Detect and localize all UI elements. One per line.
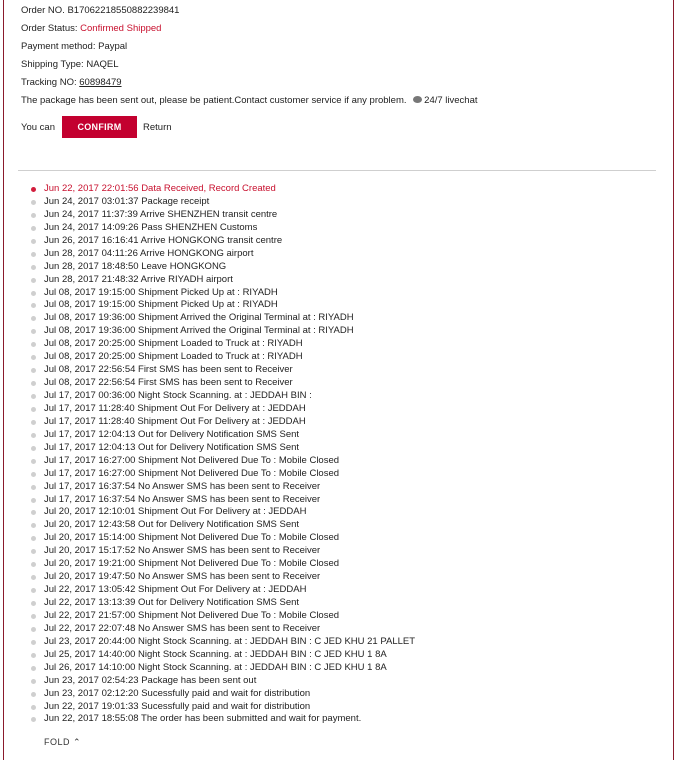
timeline-dot-icon: [31, 485, 36, 490]
order-number-value: B17062218550882239841: [67, 5, 180, 16]
timeline-dot-icon: [31, 265, 36, 270]
timeline-entry: [30, 248, 668, 261]
return-link[interactable]: Return: [143, 121, 172, 133]
timeline-entry: [30, 468, 668, 481]
timeline-entry: [30, 481, 668, 494]
timeline-dot-icon: [31, 549, 36, 554]
shipping-type-label: Shipping Type:: [21, 59, 84, 70]
timeline-dot-icon: [31, 355, 36, 360]
timeline-entry: [30, 701, 668, 714]
timeline-dot-icon: [31, 575, 36, 580]
timeline-dot-icon: [31, 213, 36, 218]
timeline-entry-text: Jul 17, 2017 16:37:54 No Answer SMS has been sent to Receiver: [44, 480, 321, 492]
timeline-dot-icon: [31, 278, 36, 283]
timeline-entry: [30, 636, 668, 649]
timeline-entry: [30, 597, 668, 610]
timeline-entry-text: Jul 20, 2017 12:43:58 Out for Delivery Notification SMS Sent: [44, 519, 300, 531]
timeline-entry-text: Jul 22, 2017 21:57:00 Shipment Not Delivered Due To : Mobile Closed: [44, 609, 340, 621]
timeline-entry: [30, 338, 668, 351]
timeline-entry: [30, 299, 668, 312]
order-status-row: [21, 22, 668, 40]
timeline-entry: [30, 442, 668, 455]
timeline-entry-text: Jul 17, 2017 16:27:00 Shipment Not Delivered Due To : Mobile Closed: [44, 467, 340, 479]
fold-toggle[interactable]: [44, 737, 81, 748]
timeline-dot-icon: [31, 614, 36, 619]
timeline-entry: [30, 287, 668, 300]
timeline-entry: [30, 351, 668, 364]
timeline-dot-icon: [31, 588, 36, 593]
timeline-entry-text: Jul 20, 2017 19:47:50 No Answer SMS has been sent to Receiver: [44, 571, 321, 583]
timeline-entry-text: Jul 17, 2017 11:28:40 Shipment Out For Delivery at : JEDDAH: [44, 402, 306, 414]
timeline-entry-text: Jul 22, 2017 13:05:42 Shipment Out For Delivery at : JEDDAH: [44, 584, 307, 596]
timeline-entry-text: Jul 23, 2017 20:44:00 Night Stock Scanning. at : JEDDAH BIN : C JED KHU 21 PALLET: [44, 635, 416, 647]
timeline-entry-text: Jul 08, 2017 22:56:54 First SMS has been sent to Receiver: [44, 377, 293, 389]
timeline-dot-icon: [31, 252, 36, 257]
timeline-entry: [30, 649, 668, 662]
timeline-entry: [30, 222, 668, 235]
timeline-entry-text: Jul 08, 2017 19:36:00 Shipment Arrived the Original Terminal at : RIYADH: [44, 312, 354, 324]
timeline-entry-text: Jun 22, 2017 18:55:08 The order has been submitted and wait for payment.: [44, 713, 362, 725]
timeline-dot-icon: [31, 627, 36, 632]
timeline-entry-text: Jun 23, 2017 02:12:20 Sucessfully paid and wait for distribution: [44, 687, 311, 699]
timeline-entry-text: Jul 22, 2017 13:13:39 Out for Delivery Notification SMS Sent: [44, 597, 300, 608]
timeline-entry-text: Jun 22, 2017 19:01:33 Sucessfully paid and wait for distribution: [44, 700, 311, 712]
timeline-entry-text: Jun 23, 2017 02:54:23 Package has been sent out: [44, 674, 257, 686]
notice-row: [21, 94, 668, 112]
timeline-dot-icon: [31, 187, 36, 192]
timeline-entry-text: Jul 20, 2017 19:21:00 Shipment Not Delivered Due To : Mobile Closed: [44, 558, 340, 570]
timeline-entry-text: Jun 28, 2017 21:48:32 Arrive RIYADH airport: [44, 273, 233, 285]
timeline-entry: [30, 429, 668, 442]
timeline-dot-icon: [31, 239, 36, 244]
timeline-dot-icon: [31, 226, 36, 231]
timeline-entry-text: Jul 17, 2017 12:04:13 Out for Delivery Notification SMS Sent: [44, 428, 300, 440]
timeline-dot-icon: [31, 562, 36, 567]
tracking-timeline: [30, 183, 668, 726]
timeline-entry-text: Jun 24, 2017 03:01:37 Package receipt: [44, 195, 210, 207]
timeline-entry-text: Jun 24, 2017 11:37:39 Arrive SHENZHEN transit centre: [44, 208, 278, 220]
timeline-entry: [30, 416, 668, 429]
timeline-entry-text: Jul 08, 2017 20:25:00 Shipment Loaded to Truck at : RIYADH: [44, 338, 303, 350]
timeline-dot-icon: [31, 640, 36, 645]
timeline-entry: [30, 196, 668, 209]
timeline-entry-text: Jul 08, 2017 19:15:00 Shipment Picked Up at : RIYADH: [44, 299, 278, 311]
timeline-entry-text: Jul 25, 2017 14:40:00 Night Stock Scanning. at : JEDDAH BIN : C JED KHU 1 8A: [44, 648, 387, 660]
timeline-entry-text: Jul 08, 2017 19:36:00 Shipment Arrived the Original Terminal at : RIYADH: [44, 325, 354, 337]
timeline-dot-icon: [31, 446, 36, 451]
timeline-entry-text: Jul 20, 2017 15:14:00 Shipment Not Delivered Due To : Mobile Closed: [44, 532, 340, 544]
timeline-entry: [30, 506, 668, 519]
timeline-dot-icon: [31, 200, 36, 205]
tracking-row: [21, 76, 668, 94]
timeline-entry: [30, 713, 668, 726]
confirm-row: [21, 116, 668, 138]
chat-bubble-icon[interactable]: [413, 96, 422, 103]
order-status-label: Order Status:: [21, 23, 78, 34]
timeline-entry: [30, 610, 668, 623]
timeline-entry-text: Jul 17, 2017 16:27:00 Shipment Not Delivered Due To : Mobile Closed: [44, 454, 340, 466]
timeline-entry: [30, 584, 668, 597]
order-number-row: [21, 4, 668, 22]
timeline-entry: [30, 571, 668, 584]
order-status-value: Confirmed Shipped: [80, 23, 162, 34]
timeline-entry: [30, 274, 668, 287]
timeline-entry: [30, 209, 668, 222]
timeline-dot-icon: [31, 536, 36, 541]
timeline-dot-icon: [31, 459, 36, 464]
shipping-type-row: [21, 58, 668, 76]
payment-method-value: Paypal: [98, 41, 128, 52]
timeline-entry: [30, 261, 668, 274]
timeline-dot-icon: [31, 498, 36, 503]
timeline-dot-icon: [31, 381, 36, 386]
tracking-number-link[interactable]: 60898479: [79, 77, 122, 88]
timeline-dot-icon: [31, 653, 36, 658]
timeline-dot-icon: [31, 705, 36, 710]
timeline-dot-icon: [31, 433, 36, 438]
you-can-label: You can: [21, 121, 55, 133]
timeline-entry-text: Jul 17, 2017 12:04:13 Out for Delivery Notification SMS Sent: [44, 441, 300, 453]
timeline-entry: [30, 183, 668, 196]
timeline-dot-icon: [31, 717, 36, 722]
timeline-dot-icon: [31, 692, 36, 697]
timeline-entry: [30, 364, 668, 377]
timeline-entry-text: Jul 08, 2017 19:15:00 Shipment Picked Up at : RIYADH: [44, 286, 278, 298]
divider: [18, 170, 656, 171]
timeline-entry-text: Jul 17, 2017 11:28:40 Shipment Out For Delivery at : JEDDAH: [44, 415, 306, 427]
timeline-entry: [30, 688, 668, 701]
timeline-dot-icon: [31, 666, 36, 671]
timeline-dot-icon: [31, 472, 36, 477]
timeline-dot-icon: [31, 420, 36, 425]
timeline-entry: [30, 532, 668, 545]
timeline-dot-icon: [31, 523, 36, 528]
timeline-entry-text: Jul 20, 2017 15:17:52 No Answer SMS has been sent to Receiver: [44, 545, 321, 557]
timeline-entry: [30, 235, 668, 248]
timeline-entry-text: Jun 28, 2017 18:48:50 Leave HONGKONG: [44, 260, 227, 272]
timeline-entry: [30, 403, 668, 416]
timeline-dot-icon: [31, 329, 36, 334]
timeline-entry: [30, 519, 668, 532]
timeline-entry-text: Jul 08, 2017 20:25:00 Shipment Loaded to Truck at : RIYADH: [44, 351, 303, 363]
timeline-dot-icon: [31, 407, 36, 412]
timeline-entry: [30, 312, 668, 325]
timeline-entry-text: Jul 20, 2017 12:10:01 Shipment Out For Delivery at : JEDDAH: [44, 506, 307, 518]
timeline-entry: [30, 662, 668, 675]
timeline-entry: [30, 325, 668, 338]
timeline-entry-text: Jul 26, 2017 14:10:00 Night Stock Scanning. at : JEDDAH BIN : C JED KHU 1 8A: [44, 661, 387, 673]
timeline-dot-icon: [31, 303, 36, 308]
confirm-button[interactable]: CONFIRM: [62, 116, 137, 138]
timeline-dot-icon: [31, 601, 36, 606]
timeline-entry: [30, 390, 668, 403]
fold-label: FOLD: [44, 737, 71, 747]
timeline-entry: [30, 377, 668, 390]
timeline-dot-icon: [31, 342, 36, 347]
timeline-entry-text: Jul 17, 2017 16:37:54 No Answer SMS has been sent to Receiver: [44, 493, 321, 505]
shipping-notice: The package has been sent out, please be patient.Contact customer service if any problem.: [21, 95, 407, 106]
tracking-label: Tracking NO:: [21, 77, 77, 88]
timeline-entry: [30, 494, 668, 507]
payment-method-row: [21, 40, 668, 58]
timeline-entry-text: Jul 08, 2017 22:56:54 First SMS has been sent to Receiver: [44, 364, 293, 376]
timeline-entry: [30, 675, 668, 688]
timeline-entry-text: Jun 22, 2017 22:01:56 Data Received, Record Created: [44, 183, 276, 194]
timeline-entry: [30, 558, 668, 571]
timeline-entry-text: Jul 22, 2017 22:07:48 No Answer SMS has been sent to Receiver: [44, 622, 321, 634]
timeline-dot-icon: [31, 291, 36, 296]
payment-method-label: Payment method:: [21, 41, 96, 52]
timeline-dot-icon: [31, 679, 36, 684]
timeline-entry: [30, 545, 668, 558]
shipping-type-value: NAQEL: [86, 59, 119, 70]
timeline-entry: [30, 623, 668, 636]
order-number-label: Order NO.: [21, 5, 65, 16]
timeline-dot-icon: [31, 316, 36, 321]
chevron-up-icon: ⌃: [73, 737, 82, 747]
timeline-entry-text: Jun 28, 2017 04:11:26 Arrive HONGKONG airport: [44, 247, 254, 259]
timeline-dot-icon: [31, 510, 36, 515]
timeline-entry: [30, 455, 668, 468]
timeline-entry-text: Jun 24, 2017 14:09:26 Pass SHENZHEN Customs: [44, 221, 258, 233]
timeline-dot-icon: [31, 394, 36, 399]
timeline-entry-text: Jul 17, 2017 00:36:00 Night Stock Scanning. at : JEDDAH BIN :: [44, 390, 312, 401]
timeline-entry-text: Jun 26, 2017 16:16:41 Arrive HONGKONG transit centre: [44, 234, 283, 246]
livechat-link[interactable]: 24/7 livechat: [424, 95, 478, 106]
order-info: [21, 4, 668, 138]
timeline-dot-icon: [31, 368, 36, 373]
